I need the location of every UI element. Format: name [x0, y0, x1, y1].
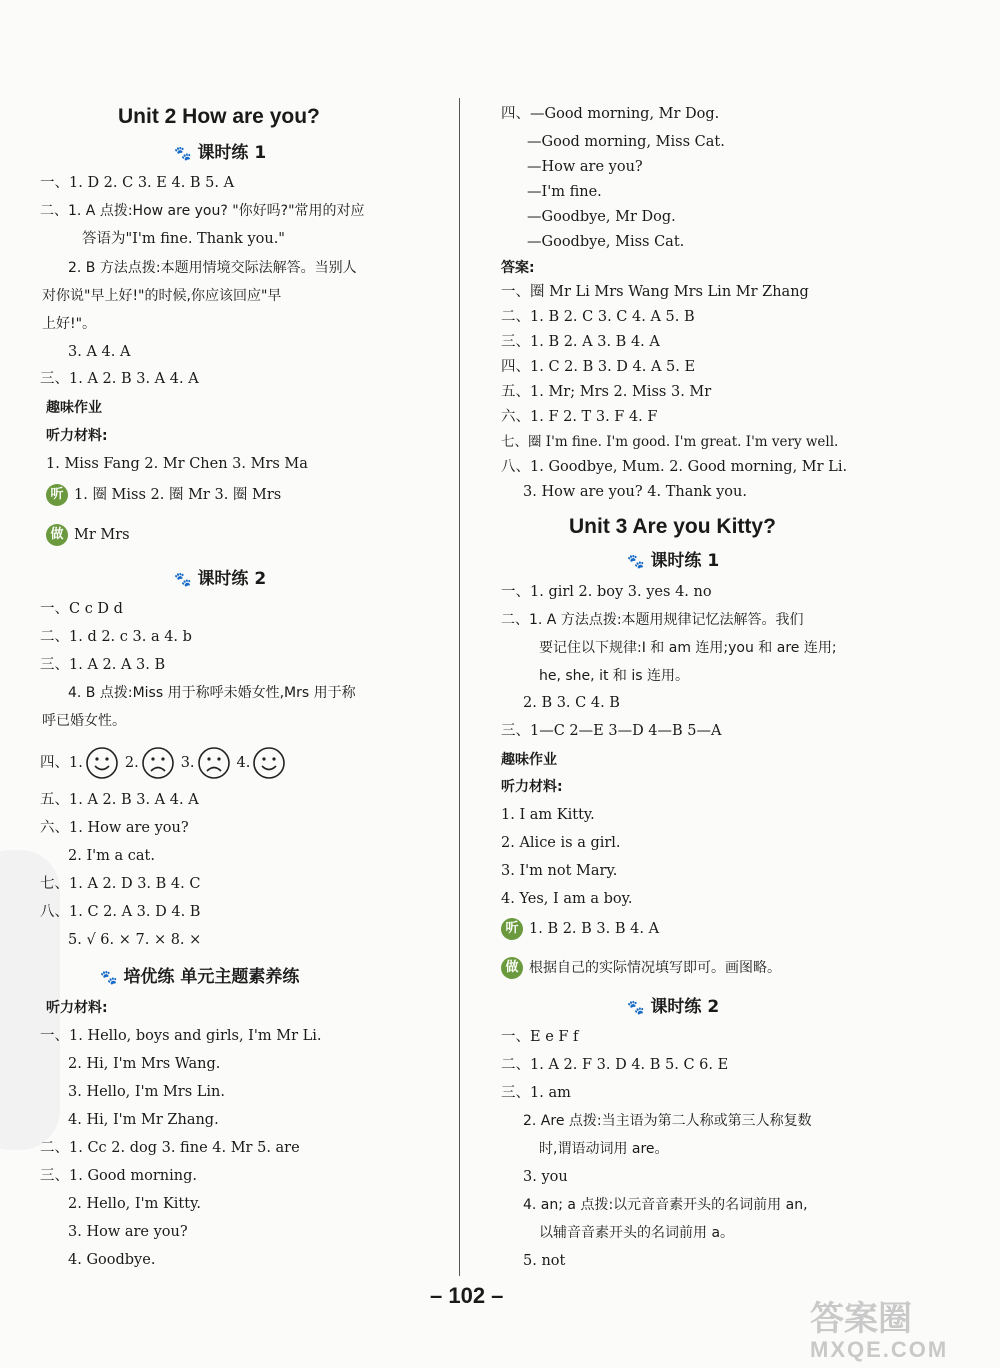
answer-line: 三、1. A 2. A 3. B [40, 657, 166, 673]
answer-line: 上好!"。 [42, 316, 97, 332]
answer-line: 一、1. girl 2. boy 3. yes 4. no [501, 584, 712, 600]
happy-face-icon [85, 746, 119, 780]
answer-line: 2. Are 点拨:当主语为第二人称或第三人称复数 [523, 1113, 812, 1129]
do-answer-line [501, 957, 781, 979]
section-title-text: 课时练 1 [650, 551, 720, 571]
answer-line: 对你说"早上好!"的时候,你应该回应"早 [42, 288, 282, 304]
page-number: – 102 – [430, 1283, 504, 1308]
answer-line: 三、1. A 2. B 3. A 4. A [40, 371, 199, 387]
answer-line: 一、1. Hello, boys and girls, I'm Mr Li. [40, 1028, 322, 1044]
answer-line: 1. Miss Fang 2. Mr Chen 3. Mrs Ma [46, 456, 308, 472]
answer-line: 以辅音音素开头的名词前用 a。 [539, 1225, 735, 1241]
listen-answer-line [46, 484, 281, 506]
answer-line: 2. Hello, I'm Kitty. [68, 1196, 201, 1212]
answer-line: 2. B 3. C 4. B [523, 695, 620, 711]
answer-line: 七、1. A 2. D 3. B 4. C [40, 876, 201, 892]
answer-line: 五、1. Mr; Mrs 2. Miss 3. Mr [501, 384, 712, 400]
paw-icon: 🐾 [174, 572, 192, 588]
answer-line: 3. How are you? 4. Thank you. [523, 484, 747, 500]
answer-line: 八、1. Goodbye, Mum. 2. Good morning, Mr Li. [501, 459, 848, 475]
dialog-line: —Goodbye, Miss Cat. [527, 234, 685, 250]
answer-text: 根据自己的实际情况填写即可。画图略。 [529, 960, 781, 976]
answer-line: 5. not [523, 1253, 566, 1269]
do-answer-line [46, 524, 130, 546]
answer-line: 三、1. B 2. A 3. B 4. A [501, 334, 660, 350]
answer-line: 4. Yes, I am a boy. [501, 891, 633, 907]
listening-material-label: 听力材料: [501, 779, 563, 795]
section-title [627, 996, 719, 1019]
answer-line: 五、1. A 2. B 3. A 4. A [40, 792, 199, 808]
answer-text: 1. 圈 Miss 2. 圈 Mr 3. 圈 Mrs [74, 487, 282, 503]
paw-icon: 🐾 [627, 554, 645, 570]
listening-material-label: 听力材料: [46, 1000, 108, 1016]
dialog-line: —Goodbye, Mr Dog. [527, 209, 676, 225]
answer-line: 5. √ 6. × 7. × 8. × [68, 932, 202, 948]
dialog-line: —I'm fine. [527, 184, 602, 200]
happy-face-icon [252, 746, 286, 780]
sad-face-icon [197, 746, 231, 780]
answer-line: 一、圈 Mr Li Mrs Wang Mrs Lin Mr Zhang [501, 284, 809, 300]
answer-line: 1. I am Kitty. [501, 807, 595, 823]
section-title-text: 课时练 2 [650, 997, 720, 1017]
answer-line: 4. Goodbye. [68, 1252, 156, 1268]
answer-line: 六、1. How are you? [40, 820, 189, 836]
answer-line: 三、1. Good morning. [40, 1168, 197, 1184]
answer-line: 3. A 4. A [68, 344, 131, 360]
unit-3-title: Unit 3 Are you Kitty? [569, 515, 776, 538]
answer-line: 二、1. Cc 2. dog 3. fine 4. Mr 5. are [40, 1140, 300, 1156]
answer-line: 四、1. C 2. B 3. D 4. A 5. E [501, 359, 696, 375]
paw-icon: 🐾 [100, 970, 118, 986]
dialog-line: —Good morning, Miss Cat. [527, 134, 725, 150]
face-number: 4. [236, 755, 251, 771]
answer-line: 答语为"I'm fine. Thank you." [82, 231, 285, 247]
answers-label: 答案: [501, 260, 535, 276]
answer-line: 二、1. B 2. C 3. C 4. A 5. B [501, 309, 695, 325]
paw-icon: 🐾 [627, 1000, 645, 1016]
listen-answer-line [501, 918, 659, 940]
answer-line: he, she, it 和 is 连用。 [539, 668, 689, 684]
paw-icon: 🐾 [174, 146, 192, 162]
section-title [174, 568, 266, 591]
dialog-line: 四、—Good morning, Mr Dog. [501, 106, 720, 122]
answer-line: 呼已婚女性。 [42, 713, 126, 729]
answer-line: 4. B 点拨:Miss 用于称呼未婚女性,Mrs 用于称 [68, 685, 356, 701]
answer-line: 二、1. A 点拨:How are you? "你好吗?"常用的对应 [40, 203, 365, 219]
answer-line: 八、1. C 2. A 3. D 4. B [40, 904, 201, 920]
section-title-text: 课时练 2 [197, 569, 267, 589]
answer-line: 七、圈 I'm fine. I'm good. I'm great. I'm very well. [501, 434, 839, 450]
answer-line: 3. I'm not Mary. [501, 863, 618, 879]
answer-line: 3. Hello, I'm Mrs Lin. [68, 1084, 226, 1100]
answer-line: 二、1. d 2. c 3. a 4. b [40, 629, 192, 645]
unit-2-title: Unit 2 How are you? [118, 105, 320, 128]
section-title [100, 966, 299, 989]
listening-material-label: 听力材料: [46, 428, 108, 444]
fun-homework-label: 趣味作业 [46, 400, 102, 416]
answer-line: 时,谓语动词用 are。 [539, 1141, 669, 1157]
do-badge-icon: 做 [46, 524, 68, 546]
answer-line: 4. an; a 点拨:以元音音素开头的名词前用 an, [523, 1197, 808, 1213]
answer-line: 3. How are you? [68, 1224, 188, 1240]
section-title-text: 培优练 单元主题素养练 [123, 967, 300, 987]
answer-line: 4. Hi, I'm Mr Zhang. [68, 1112, 219, 1128]
answer-line: 六、1. F 2. T 3. F 4. F [501, 409, 658, 425]
answer-line: 三、1—C 2—E 3—D 4—B 5—A [501, 723, 722, 739]
face-number: 2. [124, 755, 139, 771]
column-divider [459, 98, 460, 1276]
answer-text: 1. B 2. B 3. B 4. A [529, 921, 660, 937]
face-number: 3. [180, 755, 195, 771]
faces-prefix: 四、 [40, 755, 69, 771]
answer-line: 2. B 方法点拨:本题用情境交际法解答。当别人 [68, 260, 357, 276]
listen-badge-icon: 听 [46, 484, 68, 506]
answer-line: 2. Hi, I'm Mrs Wang. [68, 1056, 221, 1072]
watermark-bottom: MXQE.COM [810, 1337, 949, 1362]
answer-line: 一、1. D 2. C 3. E 4. B 5. A [40, 175, 235, 191]
answer-text: Mr Mrs [74, 527, 130, 543]
fun-homework-label: 趣味作业 [501, 752, 557, 768]
answer-line: 二、1. A 方法点拨:本题用规律记忆法解答。我们 [501, 612, 804, 628]
watermark-top: 答案圈 [810, 1300, 912, 1338]
watermark-logo [810, 1300, 948, 1362]
answer-line: 3. you [523, 1169, 568, 1185]
face-number: 1. [69, 755, 83, 771]
do-badge-icon: 做 [501, 957, 523, 979]
listen-badge-icon: 听 [501, 918, 523, 940]
section-title [627, 550, 719, 573]
dialog-line: —How are you? [527, 159, 643, 175]
answer-line: 三、1. am [501, 1085, 571, 1101]
answer-line: 一、C c D d [40, 601, 123, 617]
answer-line: 2. I'm a cat. [68, 848, 155, 864]
answer-line: 二、1. A 2. F 3. D 4. B 5. C 6. E [501, 1057, 729, 1073]
sad-face-icon [141, 746, 175, 780]
answer-line: 一、E e F f [501, 1029, 579, 1045]
answer-line: 2. Alice is a girl. [501, 835, 621, 851]
faces-line [40, 744, 292, 782]
section-title [174, 142, 266, 165]
section-title-text: 课时练 1 [197, 143, 267, 163]
answer-line: 要记住以下规律:I 和 am 连用;you 和 are 连用; [539, 640, 837, 656]
